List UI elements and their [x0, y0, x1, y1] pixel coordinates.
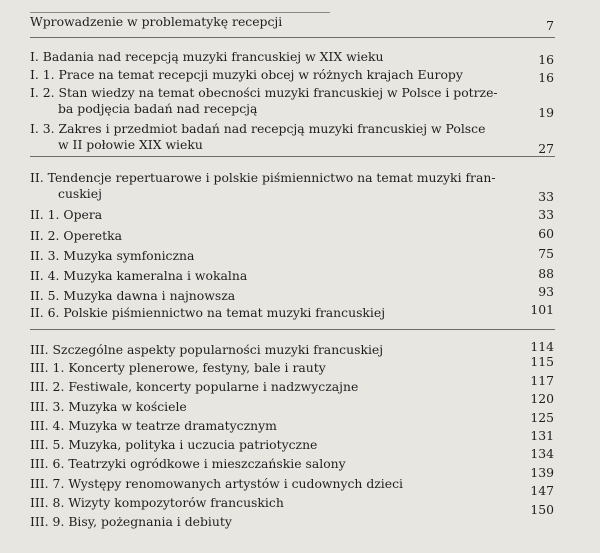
toc-page-1-3: 27 — [538, 141, 554, 156]
toc-page-2-3: 75 — [538, 246, 554, 261]
toc-page-3-4: 125 — [530, 410, 554, 425]
toc-entry-1-1: I. 1. Prace na temat recepcji muzyki obcej w różnych krajach Europy — [30, 67, 463, 82]
toc-entry-3-4: III. 4. Muzyka w teatrze dramatycznym — [30, 418, 277, 433]
toc-entry-1-3: I. 3. Zakres i przedmiot badań nad recepcją muzyki francuskiej w Polsce — [30, 121, 486, 136]
toc-entry-section-2-cont: cuskiej — [58, 186, 102, 201]
toc-entry-1-2: I. 2. Stan wiedzy na temat obecności muzyki francuskiej w Polsce i potrze- — [30, 85, 498, 100]
toc-entry-1-3-cont: w II połowie XIX wieku — [58, 137, 203, 152]
toc-entry-2-6: II. 6. Polskie piśmiennictwo na temat muzyki francuskiej — [30, 305, 386, 320]
toc-page-section-2: 33 — [538, 189, 554, 204]
toc-entry-3-3: III. 3. Muzyka w kościele — [30, 399, 187, 414]
toc-page-2-2: 60 — [538, 226, 554, 241]
top-rule — [30, 12, 330, 13]
toc-entry-3-7: III. 7. Występy renomowanych artystów i cudownych dzieci — [30, 476, 404, 491]
toc-entry-3-1: III. 1. Koncerty plenerowe, festyny, bale i rauty — [30, 360, 326, 375]
toc-page-3-9: 150 — [530, 502, 554, 517]
toc-page-section-1: 16 — [538, 52, 554, 67]
toc-entry-3-5: III. 5. Muzyka, polityka i uczucia patriotyczne — [30, 437, 318, 452]
toc-page-2-5: 93 — [538, 284, 554, 299]
toc-page-1-2: 19 — [538, 105, 554, 120]
toc-entry-section-3: III. Szczególne aspekty popularności muzyki francuskiej — [30, 342, 384, 357]
toc-page-3-6: 134 — [530, 446, 554, 461]
toc-entry-section-2: II. Tendencje repertuarowe i polskie piśmiennictwo na temat muzyki fran- — [30, 170, 496, 185]
toc-page-2-6: 101 — [530, 302, 554, 317]
toc-entry-2-3: II. 3. Muzyka symfoniczna — [30, 248, 195, 263]
toc-entry-section-1: I. Badania nad recepcją muzyki francuskiej w XIX wieku — [30, 49, 384, 64]
toc-entry-1-2-cont: ba podjęcia badań nad recepcją — [58, 101, 258, 116]
toc-entry-intro: Wprowadzenie w problematykę recepcji — [30, 14, 283, 29]
toc-entry-2-4: II. 4. Muzyka kameralna i wokalna — [30, 268, 248, 283]
divider — [30, 37, 555, 38]
toc-page-2-4: 88 — [538, 266, 554, 281]
divider — [30, 329, 555, 330]
divider — [30, 156, 555, 157]
toc-page-3-7: 139 — [530, 465, 554, 480]
toc-page-3-8: 147 — [530, 483, 554, 498]
toc-entry-3-8: III. 8. Wizyty kompozytorów francuskich — [30, 495, 284, 510]
toc-entry-3-2: III. 2. Festiwale, koncerty popularne i nadzwyczajne — [30, 379, 359, 394]
toc-entry-3-6: III. 6. Teatrzyki ogródkowe i mieszczańskie salony — [30, 456, 346, 471]
toc-entry-2-5: II. 5. Muzyka dawna i najnowsza — [30, 288, 236, 303]
toc-entry-3-9: III. 9. Bisy, pożegnania i debiuty — [30, 514, 232, 529]
toc-page-2-1: 33 — [538, 207, 554, 222]
toc-page-section-3: 114 — [530, 339, 554, 354]
toc-entry-2-1: II. 1. Opera — [30, 207, 103, 222]
toc-page-3-2: 117 — [530, 373, 554, 388]
toc-page-3-1: 115 — [530, 354, 554, 369]
toc-page-3-3: 120 — [530, 391, 554, 406]
toc-page-intro: 7 — [546, 18, 554, 33]
toc-page-1-1: 16 — [538, 70, 554, 85]
toc-entry-2-2: II. 2. Operetka — [30, 228, 122, 243]
toc-page-3-5: 131 — [530, 428, 554, 443]
